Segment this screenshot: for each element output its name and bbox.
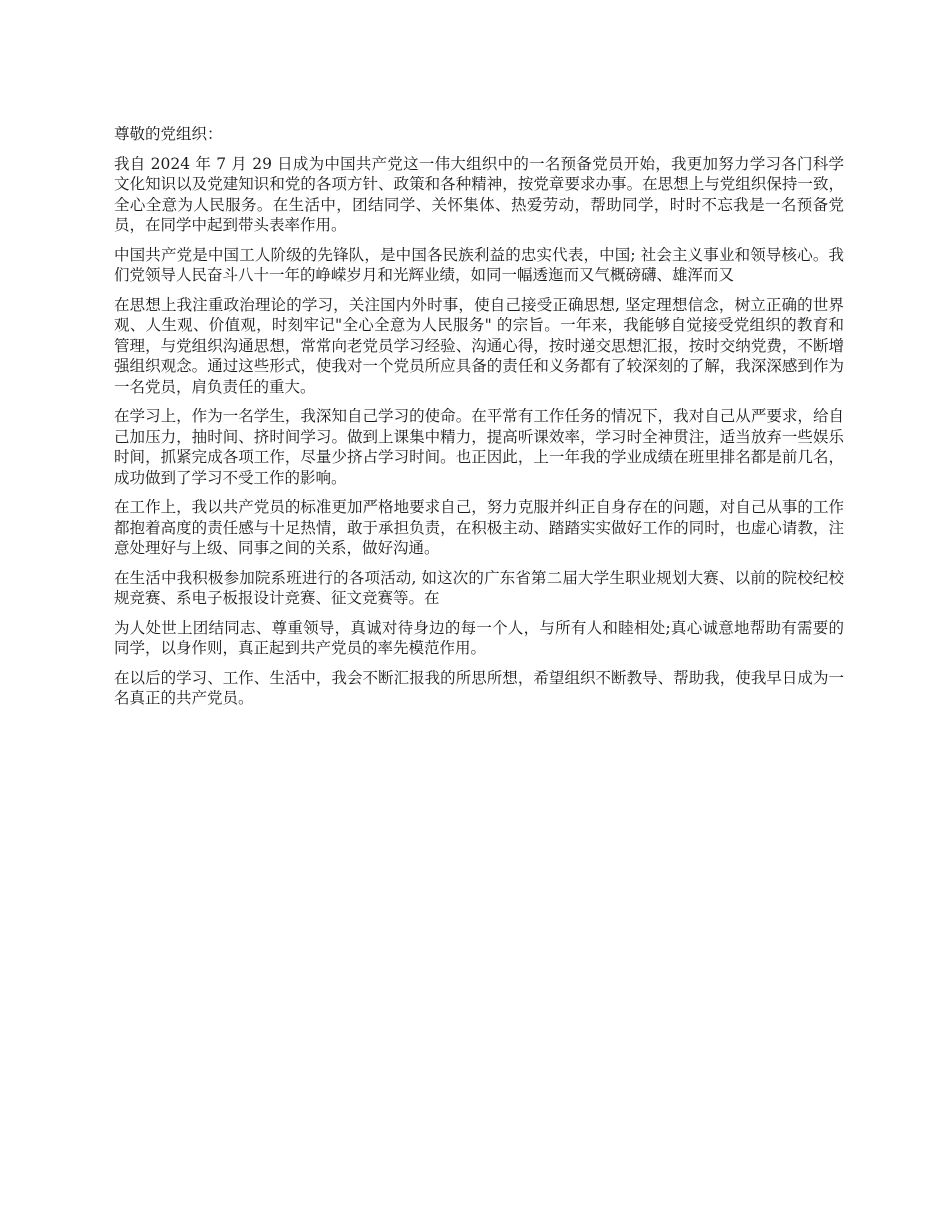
paragraph-2: 中国共产党是中国工人阶级的先锋队，是中国各民族利益的忠实代表，中国; 社会主义事业和领导核心。我们党领导人民奋斗八十一年的峥嵘岁月和光辉业绩，如同一幅透迤而又气概磅礴、雄浑而又	[114, 245, 844, 284]
paragraph-7: 为人处世上团结同志、尊重领导，真诚对待身边的每一个人，与所有人和睦相处;真心诚意地帮助有需要的同学，以身作则，真正起到共产党员的率先模范作用。	[114, 618, 844, 657]
salutation: 尊敬的党组织：	[114, 125, 223, 143]
paragraph-1: 我自 2024 年 7 月 29 日成为中国共产党这一伟大组织中的一名预备党员开始，我更加努力学习各门科学文化知识以及党建知识和党的各项方针、政策和各种精神，按党章要求办事。在思想上与党组织保持一致，全心全意为人民服务。在生活中，团结同学、关怀集体、热爱劳动，帮助同学，时时不忘我是一名预备党员，在同学中起到带头表率作用。	[114, 154, 844, 234]
paragraph-3: 在思想上我注重政治理论的学习，关注国内外时事，使自己接受正确思想, 坚定理想信念，树立正确的世界观、人生观、价值观，时刻牢记"全心全意为人民服务" 的宗旨。一年来，我能够自觉接受党组织的教育和管理，与党组织沟通思想，常常向老党员学习经验、沟通心得，按时递交思想汇报，按时交纳党费，不断增强组织观念。通过这些形式，使我对一个党员所应具备的责任和义务都有了较深刻的了解，我深深感到作为一名党员，肩负责任的重大。	[114, 295, 844, 396]
paragraph-4: 在学习上，作为一名学生，我深知自己学习的使命。在平常有工作任务的情况下，我对自己从严要求，给自己加压力，抽时间、挤时间学习。做到上课集中精力，提高听课效率，学习时全神贯注，适当放弃一些娱乐时间，抓紧完成各项工作，尽量少挤占学习时间。也正因此，上一年我的学业成绩在班里排名都是前几名，成功做到了学习不受工作的影响。	[114, 407, 844, 487]
paragraph-8: 在以后的学习、工作、生活中，我会不断汇报我的所思所想，希望组织不断教导、帮助我，使我早日成为一名真正的共产党员。	[114, 668, 844, 707]
paragraph-6: 在生活中我积极参加院系班进行的各项活动, 如这次的广东省第二届大学生职业规划大赛、以前的院校纪校规竞赛、系电子板报设计竞赛、征文竞赛等。在	[114, 568, 844, 607]
paragraph-5: 在工作上，我以共产党员的标准更加严格地要求自己，努力克服并纠正自身存在的问题，对自己从事的工作都抱着高度的责任感与十足热情，敢于承担负责，在积极主动、踏踏实实做好工作的同时，也虚心请教，注意处理好与上级、同事之间的关系，做好沟通。	[114, 498, 844, 557]
document-page	[114, 124, 844, 718]
